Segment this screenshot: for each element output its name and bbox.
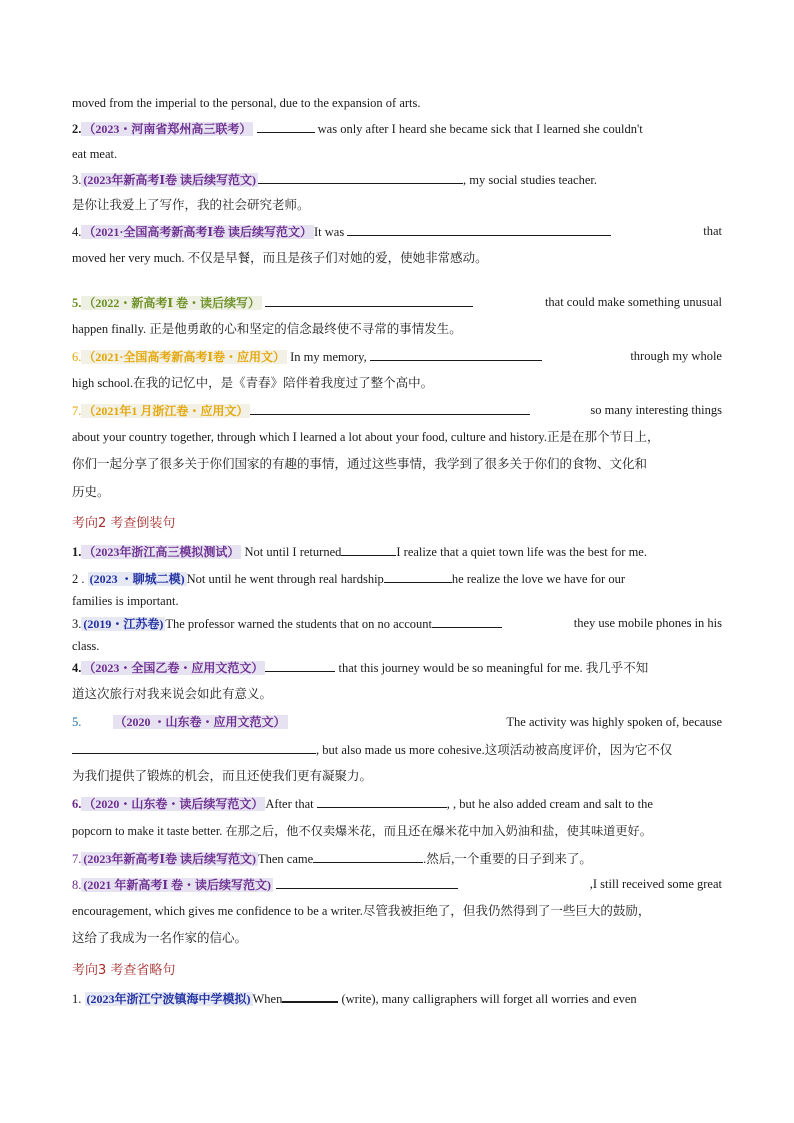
question-number: 4. <box>72 661 82 675</box>
translation: 这给了我成为一名作家的信心。 <box>72 930 248 945</box>
answer-blank[interactable] <box>432 615 502 628</box>
answer-blank[interactable] <box>384 570 452 583</box>
translation: 你们一起分享了很多关于你们国家的有趣的事情，通过这些事情，我学到了很多关于你们的食物、文化和 <box>72 456 648 471</box>
question-5-cont: happen finally. 正是他勇敢的心和坚定的信念最终使不寻常的事情发生。 <box>72 322 462 336</box>
question-inversion-7 <box>72 850 592 867</box>
translation: 道这次旅行对我来说会如此有意义。 <box>72 686 273 701</box>
question-inversion-8-cont: encouragement, which gives me confidence to be a writer.尽管我被拒绝了，但我仍然得到了一些巨大的鼓励， <box>72 904 651 918</box>
question-text: they use mobile phones in his <box>573 616 722 630</box>
question-text: The activity was highly spoken of, because <box>506 715 722 729</box>
answer-blank[interactable] <box>265 659 335 672</box>
question-text: Not until I returned <box>244 545 342 559</box>
question-inversion-2-cont: families is important. <box>72 594 179 608</box>
source-tag: （2020 ・山东卷・应用文范文） <box>114 715 286 729</box>
question-4 <box>72 223 722 240</box>
answer-blank[interactable] <box>370 348 542 361</box>
source-tag: （2023・全国乙卷・应用文范文） <box>83 661 264 675</box>
source-tag: (2023年新高考Ⅰ卷 读后续写范文) <box>83 173 256 187</box>
answer-blank[interactable] <box>282 989 338 1003</box>
question-2-cont: eat meat. <box>72 147 118 161</box>
answer-blank[interactable] <box>258 171 463 184</box>
question-number: 6. <box>72 797 82 811</box>
continuation-line: moved from the imperial to the personal, due to the expansion of arts. <box>72 96 421 110</box>
source-tag: （2023・河南省郑州高三联考） <box>83 122 252 136</box>
question-text: The professor warned the students that on no account <box>165 617 432 631</box>
source-tag: （2020・山东卷・读后续写范文） <box>83 797 264 811</box>
answer-blank[interactable] <box>257 120 315 133</box>
source-tag: （2022・新高考Ⅰ 卷・读后续写） <box>83 296 260 310</box>
source-tag: (2023年新高考Ⅰ卷 读后续写范文) <box>83 852 256 866</box>
question-text: , , but he also added cream and salt to the <box>446 797 653 811</box>
question-text: that this journey would be so meaningful for me. 我几乎不知 <box>338 661 649 675</box>
question-inversion-6-cont: popcorn to make it taste better. 在那之后，他不仅卖爆米花，而且还在爆米花中加入奶油和盐，使其味道更好。 <box>72 824 652 838</box>
question-4-cont: moved her very much. 不仅是早餐，而且是孩子们对她的爱，使她非常感动。 <box>72 251 488 265</box>
question-inversion-6 <box>72 795 653 812</box>
question-inversion-4 <box>72 659 648 676</box>
question-text: In my memory, <box>290 350 367 364</box>
question-number: 4. <box>72 225 82 239</box>
answer-blank[interactable] <box>265 294 473 307</box>
question-text: through my whole <box>630 349 722 363</box>
question-text: .然后,一个重要的日子到来了。 <box>423 852 592 866</box>
section-heading: 考向3 考查省略句 <box>72 963 176 978</box>
question-text: When <box>252 992 283 1006</box>
question-text: , my social studies teacher. <box>462 173 597 187</box>
source-tag: （2021·全国高考新高考Ⅰ卷・应用文） <box>83 350 285 364</box>
answer-blank[interactable] <box>317 795 447 808</box>
section-heading: 考向2 考查倒装句 <box>72 516 176 531</box>
source-tag: (2023年浙江宁波镇海中学模拟) <box>86 992 251 1006</box>
question-number: 7. <box>72 852 82 866</box>
question-text: that <box>703 224 722 238</box>
source-tag: （2021年1 月浙江卷・应用文） <box>83 404 249 418</box>
question-text: I realize that a quiet town life was the best for me. <box>396 545 647 559</box>
answer-blank[interactable] <box>341 543 396 556</box>
question-text: , but also made us more cohesive.这项活动被高度评价，因为它不仅 <box>316 743 673 757</box>
question-6 <box>72 348 722 365</box>
translation: 为我们提供了锻炼的机会，而且还使我们更有凝聚力。 <box>72 768 373 783</box>
question-number: 7. <box>72 404 82 418</box>
question-text: he realize the love we have for our <box>451 572 625 586</box>
question-number: 2. <box>72 122 82 136</box>
source-tag: (2023 ・聊城二模) <box>89 572 185 586</box>
question-text: Not until he went through real hardship <box>186 572 384 586</box>
question-number: 3. <box>72 173 82 187</box>
question-inversion-3-cont: class. <box>72 639 100 653</box>
question-text: Then came <box>257 852 314 866</box>
question-text: was only after I heard she became sick that I learned she couldn't <box>317 122 643 136</box>
question-text: After that <box>265 797 314 811</box>
question-number: 1. <box>72 992 82 1006</box>
question-number: 1. <box>72 545 82 559</box>
question-number: 6. <box>72 350 82 364</box>
translation: 是你让我爱上了写作，我的社会研究老师。 <box>72 197 310 212</box>
question-number: 5. <box>72 296 82 310</box>
question-inversion-1 <box>72 543 647 560</box>
question-inversion-5-cont <box>72 741 672 758</box>
question-5 <box>72 294 722 311</box>
question-text: ,I still received some great <box>589 877 722 891</box>
answer-blank[interactable] <box>313 850 423 863</box>
question-7-cont: about your country together, through which I learned a lot about your food, culture and history.正是在那个节日上， <box>72 430 660 444</box>
question-7 <box>72 402 722 419</box>
source-tag: （2021·全国高考新高考Ⅰ卷 读后续写范文） <box>83 225 312 239</box>
question-number: 2 . <box>72 572 85 586</box>
question-inversion-3 <box>72 615 722 632</box>
question-text: that could make something unusual <box>544 295 722 309</box>
question-inversion-8 <box>72 876 722 893</box>
question-number: 8. <box>72 878 82 892</box>
answer-blank[interactable] <box>72 741 316 754</box>
question-number: 5. <box>72 715 82 729</box>
question-3 <box>72 171 597 188</box>
source-tag: (2021 年新高考Ⅰ 卷・读后续写范文) <box>83 878 271 892</box>
question-ellipsis-1 <box>72 989 637 1007</box>
translation: 历史。 <box>72 484 110 499</box>
question-text: (write), many calligraphers will forget all worries and even <box>341 992 637 1006</box>
question-inversion-2 <box>72 570 722 587</box>
source-tag: （2023年浙江高三模拟测试） <box>83 545 240 559</box>
question-2 <box>72 120 643 137</box>
answer-blank[interactable] <box>347 223 611 236</box>
question-6-cont: high school.在我的记忆中，是《青春》陪伴着我度过了整个高中。 <box>72 376 434 390</box>
question-text: so many interesting things <box>590 403 722 417</box>
question-inversion-5 <box>72 714 722 730</box>
answer-blank[interactable] <box>250 402 530 415</box>
question-number: 3. <box>72 617 82 631</box>
question-text: It was <box>314 225 345 239</box>
source-tag: (2019・江苏卷) <box>83 617 164 631</box>
answer-blank[interactable] <box>276 876 458 889</box>
